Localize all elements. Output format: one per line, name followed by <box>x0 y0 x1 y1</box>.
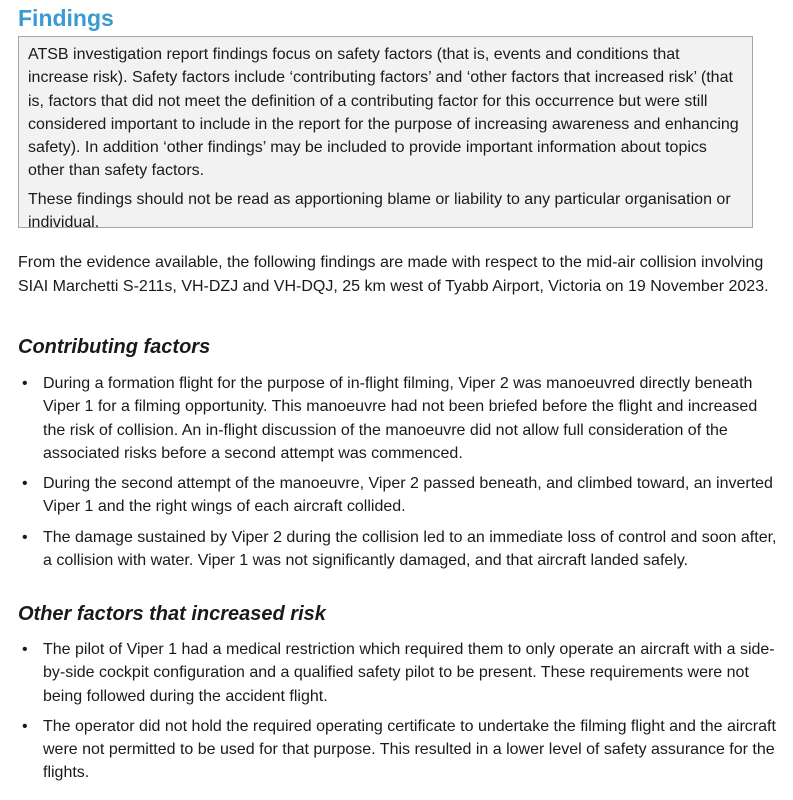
other-factors-heading: Other factors that increased risk <box>18 603 326 625</box>
notice-paragraph-2: These findings should not be read as apportioning blame or liability to any particular organisation or individual. <box>28 190 731 232</box>
contributing-factors-list <box>0 372 793 579</box>
bullet-icon: • <box>22 375 28 392</box>
bullet-icon: • <box>22 475 28 493</box>
intro-paragraph: From the evidence available, the following findings are made with respect to the mid-air collision involving SIAI Marchetti S-211s, VH-DZJ and VH-DQJ, 25 km west of Tyabb Airport, Victoria on 19 November 2023. <box>18 254 769 295</box>
page-title: Findings <box>18 5 114 31</box>
contributing-factors-heading: Contributing factors <box>18 336 211 358</box>
list-item-text: The damage sustained by Viper 2 during the collision led to an immediate loss of control and soon after, a collision with water. Viper 1 was not significantly damaged, and that aircraft landed safely. <box>43 528 777 570</box>
list-item-text: The operator did not hold the required operating certificate to undertake the filming flight and the aircraft were not permitted to be used for that purpose. This resulted in a lower level of safety assurance for the flights. <box>43 717 776 782</box>
bullet-icon: • <box>22 717 28 735</box>
list-item-text: During the second attempt of the manoeuvre, Viper 2 passed beneath, and climbed toward, an inverted Viper 1 and the right wings of each aircraft collided. <box>43 475 773 516</box>
list-item <box>0 526 793 573</box>
notice-paragraph-1: ATSB investigation report findings focus on safety factors (that is, events and conditions that increase risk). Safety factors include ‘contributing factors’ and ‘other factors that increased risk’ (that is, factors that did not meet the definition of a contributing factor for this occurrence but were still considered important to include in the report for the purpose of increasing awareness and enhancing safety). In addition ‘other findings’ may be included to provide important information about topics other than safety factors. <box>28 46 739 180</box>
list-item <box>0 715 793 785</box>
findings-notice-box <box>18 36 753 232</box>
list-item <box>0 638 793 708</box>
bullet-icon: • <box>22 528 28 546</box>
list-item <box>0 472 793 519</box>
other-factors-list <box>0 638 793 792</box>
list-item <box>0 372 793 465</box>
list-item-text: During a formation flight for the purpose of in-flight filming, Viper 2 was manoeuvred directly beneath Viper 1 for a filming opportunity. This manoeuvre had not been briefed before the flight and increased the risk of collision. An in-flight discussion of the manoeuvre did not allow full consideration of the associated risks before a second attempt was commenced. <box>43 375 758 462</box>
list-item-text: The pilot of Viper 1 had a medical restriction which required them to only operate an aircraft with a side-by-side cockpit configuration and a qualified safety pilot to be present. These requirements were not being followed during the accident flight. <box>43 641 775 705</box>
bullet-icon: • <box>22 641 28 658</box>
